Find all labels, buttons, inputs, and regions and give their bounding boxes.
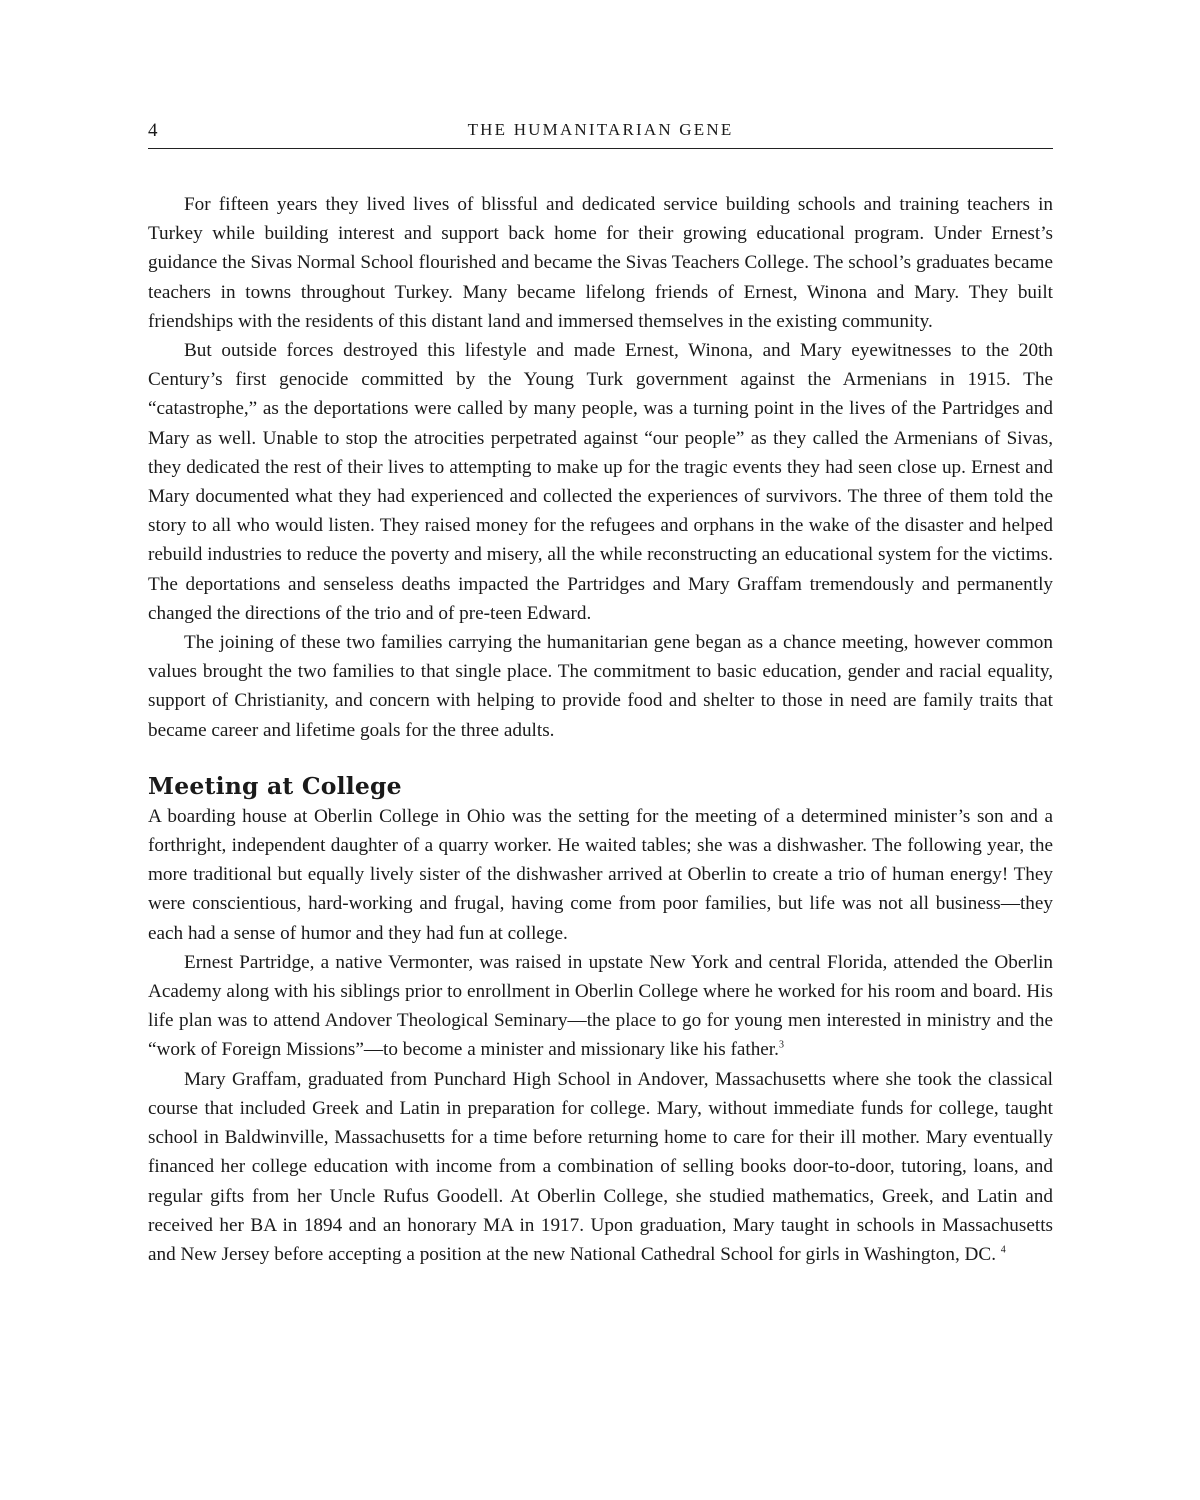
footnote-marker-3: 3 bbox=[778, 1040, 784, 1052]
section-heading: Meeting at College bbox=[148, 771, 402, 800]
body-text bbox=[148, 190, 1053, 1269]
running-title: THE HUMANITARIAN GENE bbox=[467, 120, 734, 139]
paragraph-boarding-house: A boarding house at Oberlin College in Ohio was the setting for the meeting of a determined minister’s son and a forthright, independent daughter of a quarry worker. He waited tables; she was a dishwasher. The following year, the more traditional but equally lively sister of the dishwasher arrived at Oberlin to create a trio of human energy! They were conscientious, hard-working and frugal, having come from poor families, but life was not all business—they each had a sense of humor and they had fun at college. bbox=[148, 805, 1053, 944]
book-page bbox=[148, 0, 1053, 1500]
paragraph-mary-text: Mary Graffam, graduated from Punchard High School in Andover, Massachusetts where she took the classical course that included Greek and Latin in preparation for college. Mary, without immediate funds for college, taught school in Baldwinville, Massachusetts for a time before returning home to care for their ill mother. Mary eventually financed her college education with income from a combination of selling books door-to-door, tutoring, loans, and regular gifts from her Uncle Rufus Goodell. At Oberlin College, she studied mathematics, Greek, and Latin and received her BA in 1894 and an honorary MA in 1917. Upon graduation, Mary taught in schools in Massachusetts and New Jersey before accepting a position at the new National Cathedral School for girls in Washington, DC. bbox=[148, 1068, 1053, 1265]
running-header bbox=[148, 118, 1053, 149]
page-number: 4 bbox=[148, 120, 158, 141]
paragraph-outside-forces: But outside forces destroyed this lifestyle and made Ernest, Winona, and Mary eyewitnesses to the 20th Century’s first genocide committed by the Young Turk government against the Armenians in 1915. The “catastrophe,” as the deportations were called by many people, was a turning point in the lives of the Partridges and Mary as well. Unable to stop the atrocities perpetrated against “our people” as they called the Armenians of Sivas, they dedicated the rest of their lives to attempting to make up for the tragic events they had seen close up. Ernest and Mary documented what they had experienced and collected the experiences of survivors. The three of them told the story to all who would listen. They raised money for the refugees and orphans in the wake of the disaster and helped rebuild industries to reduce the poverty and misery, all the while reconstructing an educational system for the victims. The deportations and senseless deaths impacted the Partridges and Mary Graffam tremendously and permanently changed the directions of the trio and of pre-teen Edward. bbox=[148, 340, 1053, 624]
footnote-marker-4: 4 bbox=[1000, 1244, 1006, 1256]
paragraph-mary-graffam bbox=[148, 1065, 1053, 1269]
paragraph-fifteen-years: For fifteen years they lived lives of blissful and dedicated service building schools and training teachers in Turkey while building interest and support back home for their growing educational program. Under Ernest’s guidance the Sivas Normal School flourished and became the Sivas Teachers College. The school’s graduates became teachers in towns throughout Turkey. Many became lifelong friends of Ernest, Winona and Mary. They built friendships with the residents of this distant land and immersed themselves in the existing community. bbox=[148, 194, 1053, 332]
paragraph-ernest-text: Ernest Partridge, a native Vermonter, was raised in upstate New York and central Florida, attended the Oberlin Academy along with his siblings prior to enrollment in Oberlin College where he worked for his room and board. His life plan was to attend Andover Theological Seminary—the place to go for young men interested in ministry and the “work of Foreign Missions”—to become a minister and missionary like his father. bbox=[148, 951, 1053, 1061]
paragraph-joining-families: The joining of these two families carrying the humanitarian gene began as a chance meeting, however common values brought the two families to that single place. The commitment to basic education, gender and racial equality, support of Christianity, and concern with helping to provide food and shelter to those in need are family traits that became career and lifetime goals for the three adults. bbox=[148, 632, 1053, 741]
paragraph-ernest-partridge bbox=[148, 948, 1053, 1065]
